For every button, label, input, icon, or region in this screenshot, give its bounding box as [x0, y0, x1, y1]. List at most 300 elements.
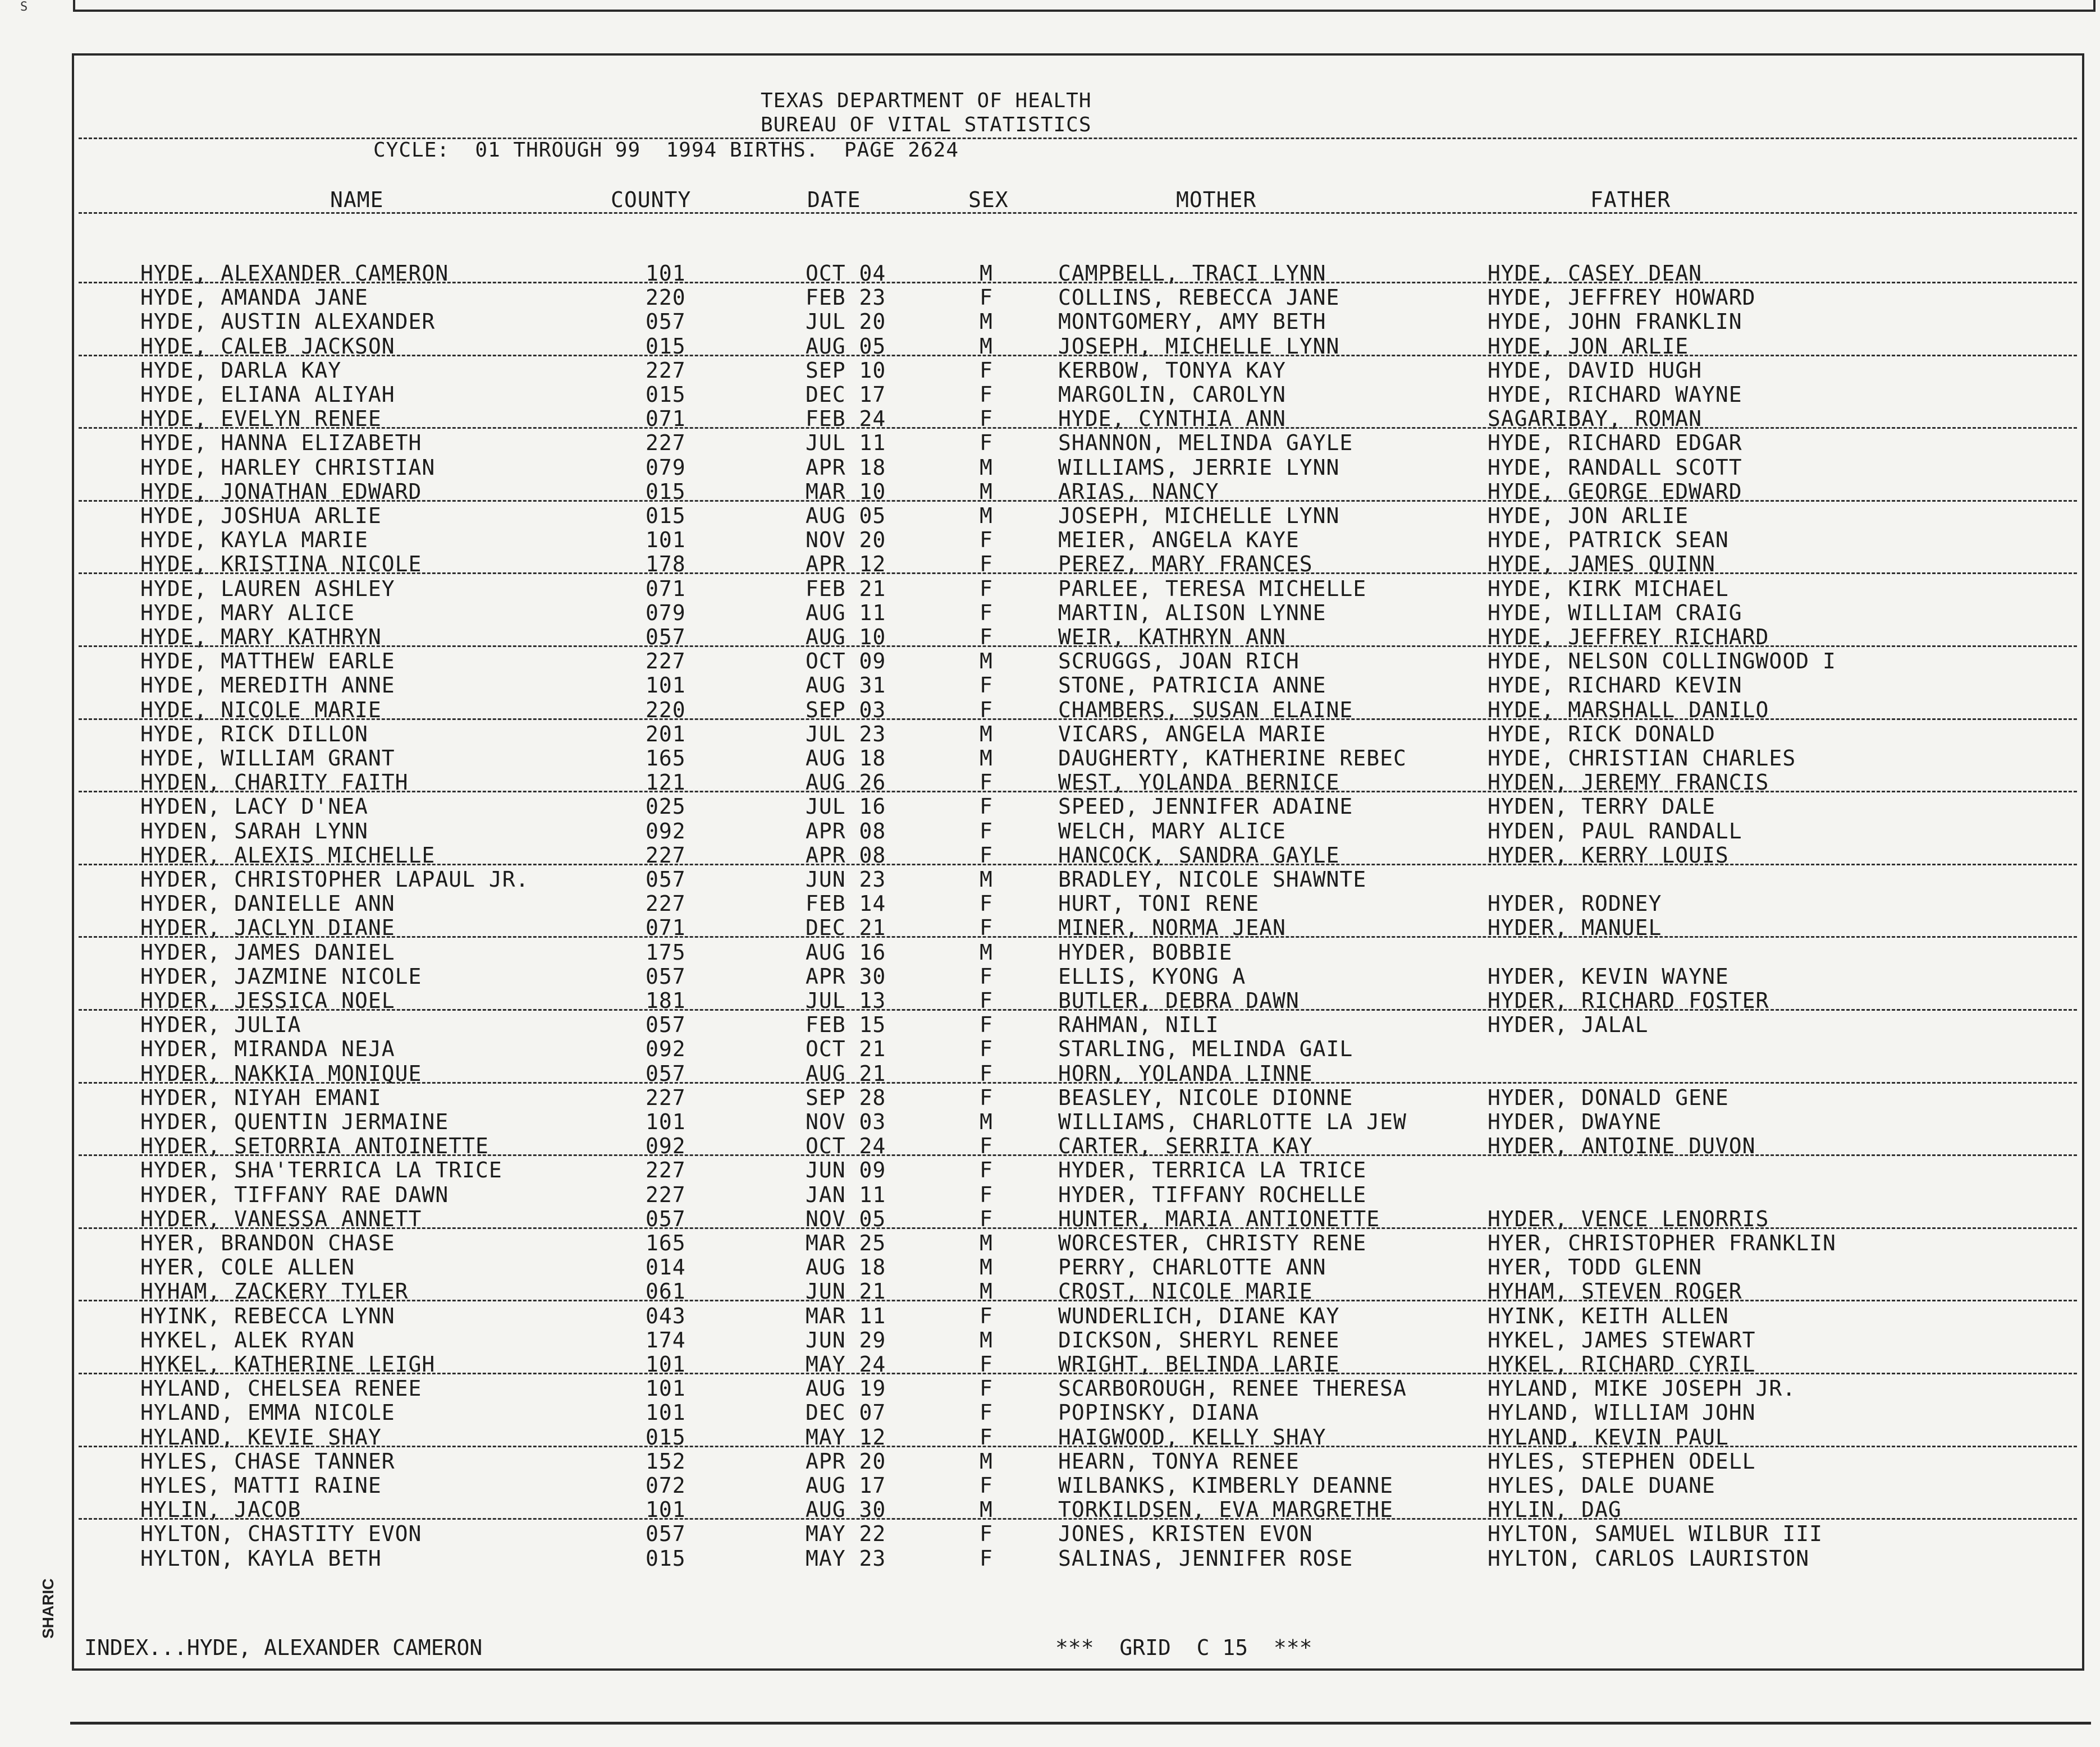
cell-mother: JOSEPH, MICHELLE LYNN: [1058, 333, 1340, 359]
cell-sex: F: [980, 842, 993, 868]
cell-father: HYDE, PATRICK SEAN: [1488, 528, 1729, 553]
cell-sex: F: [980, 1134, 993, 1159]
table-row: [79, 333, 2077, 359]
cell-sex: F: [980, 1400, 993, 1425]
cell-name: HYDE, MARY KATHRYN: [140, 625, 382, 649]
cell-date: AUG 30: [806, 1497, 886, 1523]
cell-county: 057: [646, 1061, 686, 1086]
cell-date: DEC 21: [806, 915, 886, 941]
cell-name: HYDER, JACLYN DIANE: [140, 915, 395, 941]
cell-father: HYDER, RICHARD FOSTER: [1488, 988, 1769, 1013]
col-sex-header: SEX: [968, 187, 1009, 212]
cell-name: HYDE, EVELYN RENEE: [140, 406, 382, 432]
cell-name: HYDEN, CHARITY FAITH: [140, 770, 409, 795]
cell-name: HYDER, TIFFANY RAE DAWN: [140, 1182, 449, 1207]
cell-name: HYDE, ELIANA ALIYAH: [140, 382, 395, 407]
cell-sex: F: [980, 1061, 993, 1086]
cell-sex: F: [980, 770, 993, 795]
cell-name: HYDER, NIYAH EMANI: [140, 1085, 382, 1110]
cell-sex: M: [980, 939, 993, 965]
cell-mother: WORCESTER, CHRISTY RENE: [1058, 1231, 1367, 1255]
cell-date: AUG 11: [806, 600, 886, 625]
cell-date: SEP 28: [806, 1085, 886, 1110]
cell-name: HYDE, MATTHEW EARLE: [140, 649, 395, 674]
cell-sex: F: [980, 988, 993, 1013]
cell-mother: WILLIAMS, JERRIE LYNN: [1058, 455, 1340, 480]
cell-date: OCT 21: [806, 1037, 886, 1062]
cell-county: 174: [646, 1327, 686, 1352]
cell-mother: HORN, YOLANDA LINNE: [1058, 1061, 1313, 1086]
cell-father: HYLES, STEPHEN ODELL: [1488, 1448, 1756, 1474]
cell-name: HYLES, CHASE TANNER: [140, 1448, 395, 1474]
cell-mother: WRIGHT, BELINDA LARIE: [1058, 1352, 1340, 1377]
table-row: [79, 1376, 2077, 1401]
cell-mother: WILLIAMS, CHARLOTTE LA JEW: [1058, 1109, 1407, 1134]
cell-father: HYDE, RICHARD EDGAR: [1488, 430, 1742, 456]
col-county-header: COUNTY: [611, 187, 692, 212]
cell-sex: F: [980, 1521, 993, 1547]
cell-county: 121: [646, 770, 686, 795]
cell-sex: F: [980, 576, 993, 601]
cell-sex: F: [980, 964, 993, 989]
cell-sex: F: [980, 891, 993, 916]
cell-date: JUL 11: [806, 430, 886, 456]
cell-county: 227: [646, 649, 686, 674]
column-header-row: [79, 187, 2077, 212]
cell-sex: M: [980, 503, 993, 528]
table-row: [79, 1497, 2077, 1523]
cell-mother: JOSEPH, MICHELLE LYNN: [1058, 503, 1340, 528]
cell-name: HYDE, DARLA KAY: [140, 357, 342, 383]
row-group-rule: [79, 1373, 2077, 1374]
cell-date: DEC 07: [806, 1400, 886, 1425]
cell-date: JUN 09: [806, 1158, 886, 1183]
cell-date: FEB 21: [806, 576, 886, 601]
cell-mother: POPINSKY, DIANA: [1058, 1400, 1260, 1425]
cell-date: AUG 31: [806, 673, 886, 698]
cell-sex: M: [980, 1327, 993, 1352]
cell-county: 227: [646, 842, 686, 868]
table-row: [79, 503, 2077, 528]
cell-mother: VICARS, ANGELA MARIE: [1058, 721, 1326, 746]
cell-father: HYDER, RODNEY: [1488, 891, 1662, 916]
cell-date: SEP 03: [806, 697, 886, 722]
cell-mother: MINER, NORMA JEAN: [1058, 915, 1286, 941]
cell-father: HYER, CHRISTOPHER FRANKLIN: [1488, 1231, 1836, 1255]
cell-mother: ELLIS, KYONG A: [1058, 964, 1246, 989]
table-row: [79, 1037, 2077, 1062]
cell-sex: F: [980, 1376, 993, 1401]
cell-county: 057: [646, 1206, 686, 1231]
cell-mother: SALINAS, JENNIFER ROSE: [1058, 1546, 1353, 1571]
cell-name: HYDE, ALEXANDER CAMERON: [140, 261, 449, 286]
cell-father: HYDER, DWAYNE: [1488, 1109, 1662, 1134]
cell-name: HYDE, MARY ALICE: [140, 600, 355, 625]
cell-sex: M: [980, 746, 993, 771]
cell-mother: BEASLEY, NICOLE DIONNE: [1058, 1085, 1353, 1110]
row-group-rule: [79, 1009, 2077, 1011]
cell-mother: BRADLEY, NICOLE SHAWNTE: [1058, 867, 1367, 892]
row-group-rule: [79, 1300, 2077, 1301]
cell-name: HYDE, KRISTINA NICOLE: [140, 552, 422, 577]
cell-sex: M: [980, 721, 993, 746]
cell-date: AUG 21: [806, 1061, 886, 1086]
row-group-rule: [79, 1227, 2077, 1229]
cell-name: HYLIN, JACOB: [140, 1497, 301, 1523]
table-row: [79, 649, 2077, 674]
cell-name: HYLAND, CHELSEA RENEE: [140, 1376, 422, 1401]
cell-date: AUG 10: [806, 625, 886, 649]
cell-name: HYDE, HANNA ELIZABETH: [140, 430, 422, 456]
cell-name: HYDE, LAUREN ASHLEY: [140, 576, 395, 601]
cell-name: HYKEL, KATHERINE LEIGH: [140, 1352, 436, 1377]
cell-county: 057: [646, 625, 686, 649]
cell-sex: F: [980, 794, 993, 819]
cell-father: HYKEL, RICHARD CYRIL: [1488, 1352, 1756, 1377]
cell-county: 165: [646, 1231, 686, 1255]
col-mother-header: MOTHER: [1176, 187, 1257, 212]
cell-sex: M: [980, 1231, 993, 1255]
table-row: [79, 406, 2077, 432]
cell-father: HYLIN, DAG: [1488, 1497, 1622, 1523]
cell-father: HYDE, NELSON COLLINGWOOD I: [1488, 649, 1836, 674]
cell-father: HYDER, VENCE LENORRIS: [1488, 1206, 1769, 1231]
cell-county: 101: [646, 673, 686, 698]
cell-sex: M: [980, 479, 993, 504]
table-row: [79, 746, 2077, 771]
cell-father: HYDE, RICK DONALD: [1488, 721, 1715, 746]
cell-date: JUN 23: [806, 867, 886, 892]
cell-mother: WILBANKS, KIMBERLY DEANNE: [1058, 1473, 1393, 1498]
cell-mother: WEIR, KATHRYN ANN: [1058, 625, 1286, 649]
cell-name: HYER, BRANDON CHASE: [140, 1231, 395, 1255]
cell-date: OCT 04: [806, 261, 886, 286]
cell-name: HYDER, DANIELLE ANN: [140, 891, 395, 916]
cell-sex: F: [980, 1424, 993, 1450]
cell-sex: F: [980, 357, 993, 383]
row-group-rule: [79, 1082, 2077, 1084]
bottom-page-frame: [70, 1722, 2091, 1747]
cell-date: FEB 14: [806, 891, 886, 916]
table-row: [79, 1182, 2077, 1207]
cell-mother: SCARBOROUGH, RENEE THERESA: [1058, 1376, 1407, 1401]
cell-county: 072: [646, 1473, 686, 1498]
cell-county: 014: [646, 1255, 686, 1280]
table-row: [79, 1158, 2077, 1183]
cell-county: 101: [646, 1400, 686, 1425]
cell-mother: STONE, PATRICIA ANNE: [1058, 673, 1326, 698]
row-group-rule: [79, 1518, 2077, 1520]
cell-father: HYLAND, WILLIAM JOHN: [1488, 1400, 1756, 1425]
cell-sex: F: [980, 697, 993, 722]
cell-sex: F: [980, 915, 993, 941]
cell-name: HYDER, MIRANDA NEJA: [140, 1037, 395, 1062]
cell-sex: F: [980, 600, 993, 625]
top-page-frame: [73, 0, 2096, 12]
table-row: [79, 382, 2077, 407]
cell-county: 092: [646, 1134, 686, 1159]
cell-mother: DICKSON, SHERYL RENEE: [1058, 1327, 1340, 1352]
cell-name: HYINK, REBECCA LYNN: [140, 1303, 395, 1328]
cell-sex: F: [980, 528, 993, 553]
cell-mother: STARLING, MELINDA GAIL: [1058, 1037, 1353, 1062]
cell-father: HYDER, JALAL: [1488, 1012, 1649, 1038]
cell-county: 057: [646, 867, 686, 892]
table-row: [79, 1400, 2077, 1425]
cell-father: HYDER, DONALD GENE: [1488, 1085, 1729, 1110]
cell-date: FEB 23: [806, 285, 886, 310]
cell-mother: CROST, NICOLE MARIE: [1058, 1279, 1313, 1304]
cell-father: HYHAM, STEVEN ROGER: [1488, 1279, 1742, 1304]
table-row: [79, 1473, 2077, 1498]
cell-sex: F: [980, 430, 993, 456]
cell-name: HYLAND, KEVIE SHAY: [140, 1424, 382, 1450]
cell-date: JUL 13: [806, 988, 886, 1013]
cell-sex: F: [980, 1473, 993, 1498]
cell-father: HYDE, WILLIAM CRAIG: [1488, 600, 1742, 625]
cell-name: HYDE, CALEB JACKSON: [140, 333, 395, 359]
cell-county: 071: [646, 576, 686, 601]
table-row: [79, 891, 2077, 916]
cell-father: HYDE, JON ARLIE: [1488, 333, 1689, 359]
cell-mother: HUNTER, MARIA ANTIONETTE: [1058, 1206, 1380, 1231]
cell-mother: RAHMAN, NILI: [1058, 1012, 1219, 1038]
table-row: [79, 794, 2077, 819]
cell-father: HYDEN, TERRY DALE: [1488, 794, 1715, 819]
cell-date: FEB 24: [806, 406, 886, 432]
cell-county: 101: [646, 261, 686, 286]
cell-county: 227: [646, 1085, 686, 1110]
cell-county: 061: [646, 1279, 686, 1304]
cell-name: HYDER, SETORRIA ANTOINETTE: [140, 1134, 489, 1159]
cell-name: HYDER, NAKKIA MONIQUE: [140, 1061, 422, 1086]
table-row: [79, 528, 2077, 553]
cell-mother: MARTIN, ALISON LYNNE: [1058, 600, 1326, 625]
cell-date: MAY 12: [806, 1424, 886, 1450]
cell-sex: F: [980, 1303, 993, 1328]
cell-name: HYDE, AUSTIN ALEXANDER: [140, 309, 436, 334]
cell-county: 227: [646, 430, 686, 456]
cell-date: MAY 22: [806, 1521, 886, 1547]
table-row: [79, 357, 2077, 383]
cell-county: 015: [646, 1546, 686, 1571]
cell-mother: CHAMBERS, SUSAN ELAINE: [1058, 697, 1353, 722]
cell-father: HYLAND, KEVIN PAUL: [1488, 1424, 1729, 1450]
cell-county: 043: [646, 1303, 686, 1328]
table-row: [79, 576, 2077, 601]
cell-sex: M: [980, 261, 993, 286]
cell-father: HYER, TODD GLENN: [1488, 1255, 1703, 1280]
cell-sex: M: [980, 309, 993, 334]
cell-sex: M: [980, 1109, 993, 1134]
cell-father: HYDE, JON ARLIE: [1488, 503, 1689, 528]
table-row: [79, 697, 2077, 722]
table-row: [79, 1206, 2077, 1231]
cell-county: 057: [646, 1521, 686, 1547]
cell-name: HYLTON, KAYLA BETH: [140, 1546, 382, 1571]
cell-date: MAY 23: [806, 1546, 886, 1571]
cell-name: HYDE, KAYLA MARIE: [140, 528, 368, 553]
row-group-rule: [79, 645, 2077, 647]
table-row: [79, 1085, 2077, 1110]
cell-date: APR 30: [806, 964, 886, 989]
cell-sex: F: [980, 1206, 993, 1231]
cell-name: HYDER, JULIA: [140, 1012, 301, 1038]
table-row: [79, 1109, 2077, 1134]
cell-mother: HEARN, TONYA RENEE: [1058, 1448, 1300, 1474]
cell-date: APR 12: [806, 552, 886, 577]
header-bureau: BUREAU OF VITAL STATISTICS: [761, 113, 1092, 136]
cell-sex: F: [980, 1037, 993, 1062]
table-row: [79, 625, 2077, 649]
cell-name: HYDER, JAZMINE NICOLE: [140, 964, 422, 989]
cell-county: 227: [646, 891, 686, 916]
cell-name: HYDE, MEREDITH ANNE: [140, 673, 395, 698]
table-row: [79, 552, 2077, 577]
cell-name: HYDER, JESSICA NOEL: [140, 988, 395, 1013]
cell-father: HYDEN, JEREMY FRANCIS: [1488, 770, 1769, 795]
cell-father: HYINK, KEITH ALLEN: [1488, 1303, 1729, 1328]
cell-sex: F: [980, 673, 993, 698]
cell-county: 181: [646, 988, 686, 1013]
cell-date: NOV 20: [806, 528, 886, 553]
row-group-rule: [79, 500, 2077, 502]
cell-name: HYDER, JAMES DANIEL: [140, 939, 395, 965]
cell-sex: F: [980, 406, 993, 432]
cell-mother: HYDER, TIFFANY ROCHELLE: [1058, 1182, 1367, 1207]
cell-sex: F: [980, 1182, 993, 1207]
cell-county: 175: [646, 939, 686, 965]
cell-sex: F: [980, 1012, 993, 1038]
cell-date: NOV 03: [806, 1109, 886, 1134]
table-row: [79, 261, 2077, 286]
cell-county: 152: [646, 1448, 686, 1474]
table-row: [79, 1327, 2077, 1352]
cell-sex: F: [980, 818, 993, 843]
cell-county: 092: [646, 1037, 686, 1062]
row-group-rule: [79, 572, 2077, 574]
cell-mother: SHANNON, MELINDA GAYLE: [1058, 430, 1353, 456]
cell-county: 015: [646, 503, 686, 528]
cell-father: HYLTON, CARLOS LAURISTON: [1488, 1546, 1810, 1571]
cell-name: HYDE, JONATHAN EDWARD: [140, 479, 422, 504]
cell-county: 220: [646, 697, 686, 722]
table-row: [79, 915, 2077, 941]
cell-father: HYDER, MANUEL: [1488, 915, 1662, 941]
cell-mother: CARTER, SERRITA KAY: [1058, 1134, 1313, 1159]
cell-sex: F: [980, 1085, 993, 1110]
cell-county: 101: [646, 528, 686, 553]
cell-name: HYDER, SHA'TERRICA LA TRICE: [140, 1158, 502, 1183]
cell-mother: KERBOW, TONYA KAY: [1058, 357, 1286, 383]
table-row: [79, 1255, 2077, 1280]
cell-date: FEB 15: [806, 1012, 886, 1038]
cell-county: 025: [646, 794, 686, 819]
cell-name: HYDER, CHRISTOPHER LAPAUL JR.: [140, 867, 529, 892]
cell-father: HYDE, JEFFREY HOWARD: [1488, 285, 1756, 310]
cell-mother: HANCOCK, SANDRA GAYLE: [1058, 842, 1340, 868]
cell-date: JUN 21: [806, 1279, 886, 1304]
cell-father: HYDE, JOHN FRANKLIN: [1488, 309, 1742, 334]
cell-father: HYDER, KEVIN WAYNE: [1488, 964, 1729, 989]
cell-name: HYDEN, LACY D'NEA: [140, 794, 368, 819]
cell-mother: DAUGHERTY, KATHERINE REBEC: [1058, 746, 1407, 771]
cell-date: JAN 11: [806, 1182, 886, 1207]
cell-father: HYDE, JEFFREY RICHARD: [1488, 625, 1769, 649]
cell-date: MAR 10: [806, 479, 886, 504]
cell-date: MAY 24: [806, 1352, 886, 1377]
cell-mother: BUTLER, DEBRA DAWN: [1058, 988, 1300, 1013]
cell-sex: M: [980, 1255, 993, 1280]
cell-name: HYDE, HARLEY CHRISTIAN: [140, 455, 436, 480]
cell-sex: F: [980, 285, 993, 310]
table-row: [79, 673, 2077, 698]
table-row: [79, 1231, 2077, 1255]
cell-name: HYDER, QUENTIN JERMAINE: [140, 1109, 449, 1134]
row-group-rule: [79, 718, 2077, 720]
row-group-rule: [79, 282, 2077, 283]
cell-mother: SCRUGGS, JOAN RICH: [1058, 649, 1300, 674]
cell-county: 178: [646, 552, 686, 577]
cell-mother: PEREZ, MARY FRANCES: [1058, 552, 1313, 577]
table-row: [79, 1303, 2077, 1328]
cell-county: 201: [646, 721, 686, 746]
cell-county: 101: [646, 1497, 686, 1523]
cell-sex: F: [980, 552, 993, 577]
cell-father: HYDE, KIRK MICHAEL: [1488, 576, 1729, 601]
cell-county: 071: [646, 406, 686, 432]
cell-sex: F: [980, 1352, 993, 1377]
table-row: [79, 988, 2077, 1013]
cell-father: HYLES, DALE DUANE: [1488, 1473, 1715, 1498]
cell-county: 057: [646, 309, 686, 334]
cell-father: HYDER, ANTOINE DUVON: [1488, 1134, 1756, 1159]
cell-mother: WEST, YOLANDA BERNICE: [1058, 770, 1340, 795]
cell-mother: PERRY, CHARLOTTE ANN: [1058, 1255, 1326, 1280]
cell-county: 101: [646, 1109, 686, 1134]
side-label: SHARIC: [39, 1578, 57, 1639]
cell-name: HYLES, MATTI RAINE: [140, 1473, 382, 1498]
cell-county: 227: [646, 1182, 686, 1207]
cell-name: HYDER, VANESSA ANNETT: [140, 1206, 422, 1231]
cell-father: HYDER, KERRY LOUIS: [1488, 842, 1729, 868]
cell-name: HYKEL, ALEK RYAN: [140, 1327, 355, 1352]
cell-sex: M: [980, 333, 993, 359]
cell-date: SEP 10: [806, 357, 886, 383]
cell-date: APR 18: [806, 455, 886, 480]
cell-mother: JONES, KRISTEN EVON: [1058, 1521, 1313, 1547]
column-header-rule: [79, 212, 2077, 214]
header-title: TEXAS DEPARTMENT OF HEALTH: [761, 89, 1092, 112]
cell-county: 165: [646, 746, 686, 771]
row-group-rule: [79, 427, 2077, 429]
cell-sex: M: [980, 455, 993, 480]
table-row: [79, 1279, 2077, 1304]
cell-sex: M: [980, 1279, 993, 1304]
cell-mother: MARGOLIN, CAROLYN: [1058, 382, 1286, 407]
cell-county: 079: [646, 455, 686, 480]
col-father-header: FATHER: [1590, 187, 1671, 212]
cell-father: HYDE, CASEY DEAN: [1488, 261, 1703, 286]
footer-index: INDEX...HYDE, ALEXANDER CAMERON: [84, 1635, 483, 1660]
cell-mother: HYDE, CYNTHIA ANN: [1058, 406, 1286, 432]
cell-sex: M: [980, 867, 993, 892]
cell-date: AUG 19: [806, 1376, 886, 1401]
cell-date: NOV 05: [806, 1206, 886, 1231]
table-row: [79, 1448, 2077, 1474]
header-cycle: CYCLE: 01 THROUGH 99 1994 BIRTHS. PAGE 2624: [373, 139, 959, 162]
table-row: [79, 1012, 2077, 1038]
